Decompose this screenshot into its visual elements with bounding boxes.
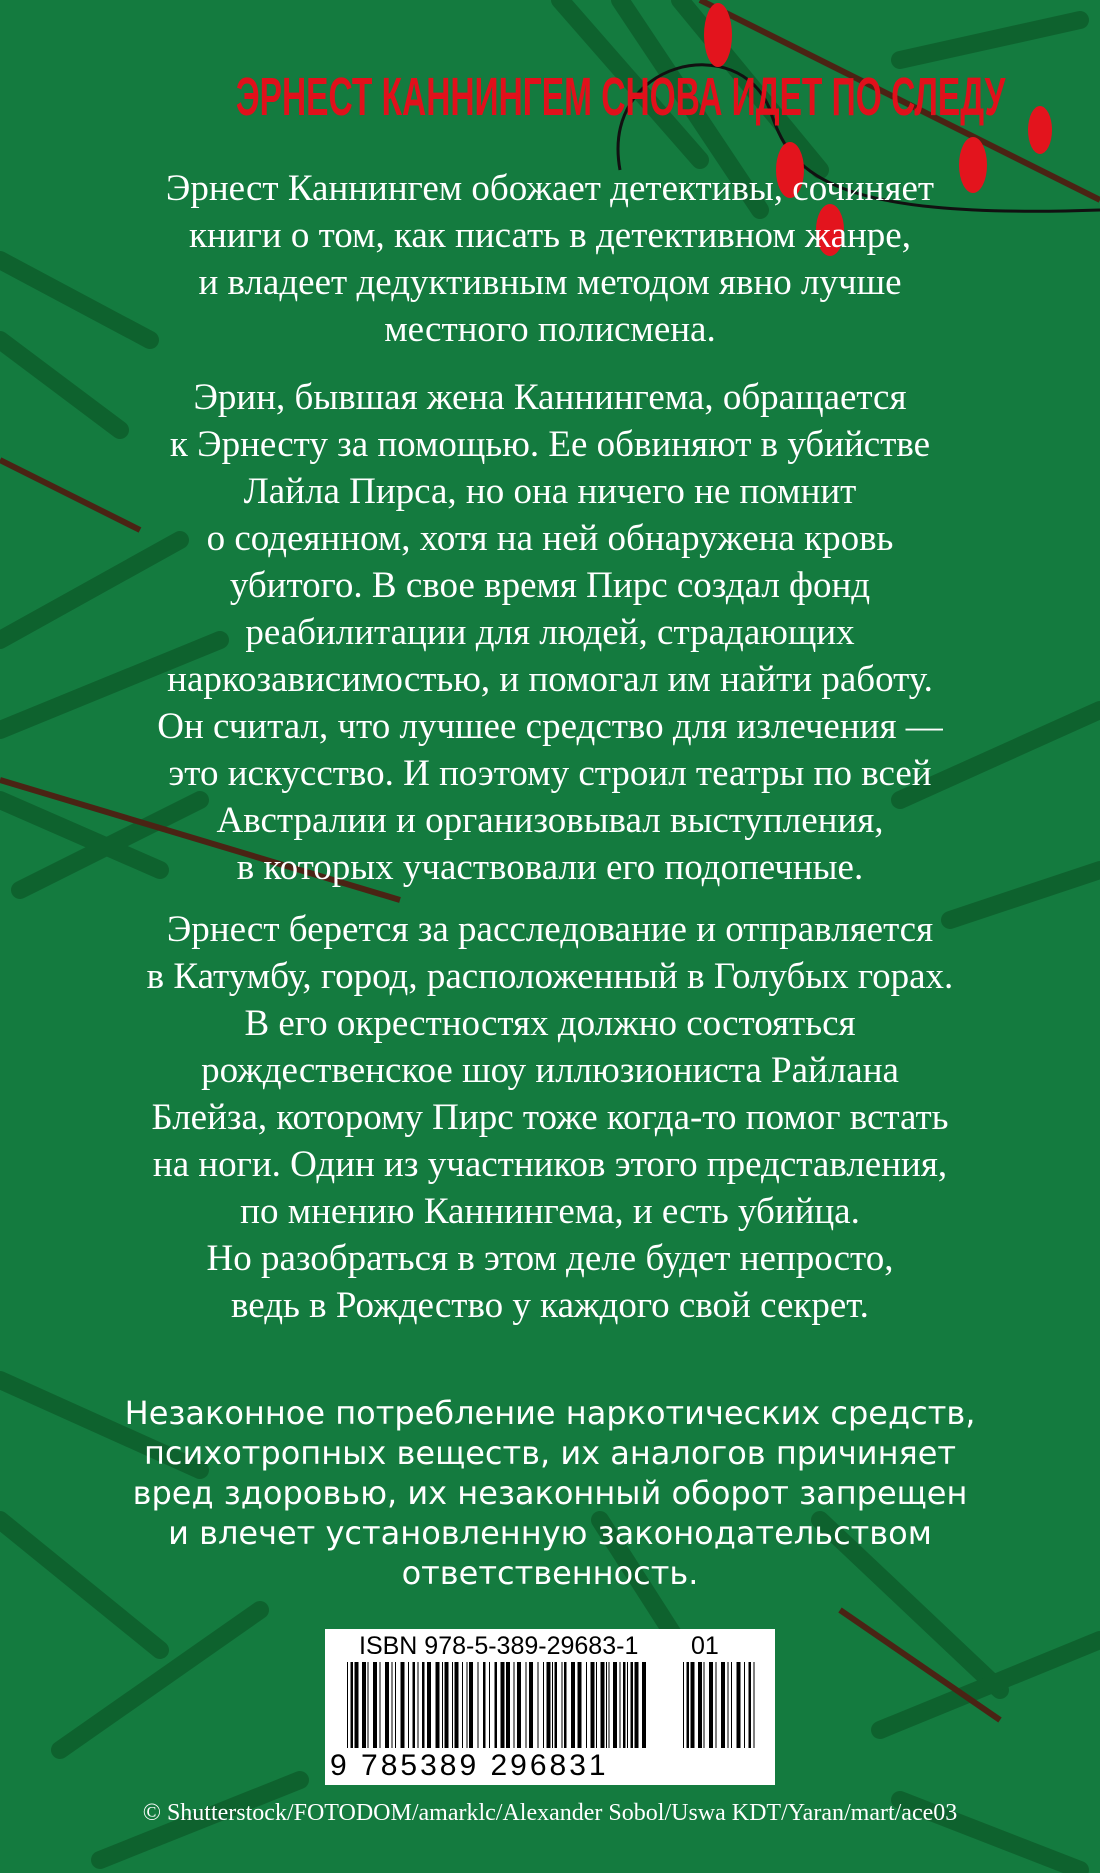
barcode-bar (721, 1662, 725, 1748)
barcode-bar (506, 1662, 510, 1748)
barcode-bar (355, 1662, 359, 1748)
barcode-bar (552, 1662, 553, 1748)
barcode-bar (401, 1662, 405, 1748)
barcode-bar (564, 1662, 567, 1748)
barcode-bar (413, 1662, 416, 1748)
barcode-bar (529, 1662, 533, 1748)
barcode-bar (455, 1662, 459, 1748)
barcode-bar (436, 1662, 440, 1748)
barcode-bar (606, 1662, 607, 1748)
warning-line: ответственность. (401, 1554, 699, 1592)
barcode-bar (347, 1662, 348, 1748)
barcode-bar (489, 1662, 490, 1748)
paragraph-3 (0, 906, 1100, 1329)
barcode-bar (392, 1662, 393, 1748)
barcode-bar (704, 1662, 705, 1748)
barcode-bar (445, 1662, 449, 1748)
barcode-bar (462, 1662, 463, 1748)
barcode-bar (691, 1662, 695, 1748)
image-credits: © Shutterstock/FOTODOM/amarklc/Alexander Sobol/Uswa KDT/Yaran/mart/ace03 (142, 1800, 958, 1826)
text-line: Эрнест Каннингем обожает детективы, сочиняет (165, 168, 935, 209)
text-line: Но разобраться в этом деле будет непросто, (206, 1238, 894, 1279)
paragraph-1 (0, 165, 1100, 353)
barcode-bar (547, 1662, 551, 1748)
isbn-barcode (325, 1629, 775, 1785)
text-line: Лайла Пирса, но она ничего не помнит (243, 471, 857, 512)
barcode-bar (591, 1662, 595, 1748)
barcode-bar (749, 1662, 752, 1748)
paragraph-2 (0, 374, 1100, 891)
text-line: Блейза, которому Пирс тоже когда-то помог встать (151, 1097, 949, 1138)
barcode-bar (687, 1662, 690, 1748)
text-line: убитого. В свое время Пирс создал фонд (229, 565, 871, 606)
barcode-bar (442, 1662, 443, 1748)
barcode-bar (380, 1662, 381, 1748)
barcode-bar (517, 1662, 521, 1748)
text-line: к Эрнесту за помощью. Ее обвиняют в убийстве (169, 424, 931, 465)
text-line: Эрнест берется за расследование и отправляется (166, 909, 934, 950)
text-line: Эрин, бывшая жена Каннингема, обращается (193, 377, 907, 418)
barcode-bar (728, 1662, 729, 1748)
barcode-bar (362, 1662, 366, 1748)
barcode-bar (716, 1662, 717, 1748)
text-line: на ноги. Один из участников этого представления, (152, 1144, 948, 1185)
barcode-bar (596, 1662, 597, 1748)
barcode-bar (613, 1662, 617, 1748)
barcode-bar (538, 1662, 539, 1748)
barcode-bar (555, 1662, 558, 1748)
barcode-bar (478, 1662, 479, 1748)
warning-line: и влечет установленную законодательством (168, 1514, 932, 1552)
barcode-bar (385, 1662, 389, 1748)
health-warning (0, 1393, 1100, 1593)
isbn-number: ISBN 978-5-389-29683-1 (359, 1632, 639, 1660)
text-line: книги о том, как писать в детективном жанре, (189, 215, 911, 256)
text-line: наркозависимостью, и помогал им найти работу. (167, 659, 933, 700)
text-line: в Катумбу, город, расположенный в Голубых горах. (146, 956, 954, 997)
barcode-bar (642, 1662, 646, 1748)
warning-line: психотропных веществ, их аналогов причиняет (143, 1434, 957, 1472)
barcode-bar (698, 1662, 702, 1748)
barcode-bar (368, 1662, 369, 1748)
warning-line: вред здоровью, их незаконный оборот запрещен (132, 1474, 968, 1512)
barcode-bar (601, 1662, 605, 1748)
barcode-bar (631, 1662, 634, 1748)
barcode-bar (526, 1662, 527, 1748)
text-line: по мнению Каннингема, и есть убийца. (240, 1191, 860, 1232)
barcode-bar (623, 1662, 626, 1748)
barcode-bar (709, 1662, 713, 1748)
barcode-bar (609, 1662, 610, 1748)
text-line: в которых участвовали его подопечные. (236, 847, 864, 888)
barcode-bar (683, 1662, 684, 1748)
barcode-bars (345, 1662, 765, 1748)
headline (0, 67, 1100, 127)
barcode-bar (495, 1662, 498, 1748)
barcode-bar (395, 1662, 396, 1748)
text-line: Австралии и организовывал выступления, (216, 800, 884, 841)
barcode-bar (452, 1662, 453, 1748)
headline-text: ЭРНЕСТ КАННИНГЕМ СНОВА ИДЕТ ПО СЛЕДУ (235, 67, 1006, 127)
barcode-bar (408, 1662, 409, 1748)
text-line: Он считал, что лучшее средство для излечения — (157, 706, 943, 747)
text-line: и владеет дедуктивным методом явно лучше (198, 262, 902, 303)
barcode-bar (351, 1662, 354, 1748)
barcode-bar (635, 1662, 639, 1748)
barcode-digits: 9 785389 296831 (330, 1749, 609, 1782)
barcode-addon: 01 (691, 1632, 719, 1660)
text-line: это искусство. И поэтому строил театры по всей (168, 753, 932, 794)
text-line: рождественское шоу иллюзиониста Райлана (201, 1050, 899, 1091)
barcode-bar (427, 1662, 431, 1748)
text-line: местного полисмена. (384, 309, 716, 350)
barcode-bar (418, 1662, 419, 1748)
barcode-bar (586, 1662, 587, 1748)
barcode-bar (514, 1662, 515, 1748)
barcode-bar (469, 1662, 473, 1748)
barcode-bar (731, 1662, 732, 1748)
barcode-bar (744, 1662, 745, 1748)
barcode-bar (422, 1662, 425, 1748)
text-line: ведь в Рождество у каждого свой секрет. (231, 1285, 869, 1326)
barcode-bar (754, 1662, 755, 1748)
text-line: о содеянном, хотя на ней обнаружена кровь (206, 518, 894, 559)
barcode-bar (620, 1662, 621, 1748)
barcode-bar (571, 1662, 575, 1748)
warning-line: Незаконное потребление наркотических средств, (124, 1394, 976, 1432)
barcode-bar (737, 1662, 741, 1748)
barcode-bar (627, 1662, 628, 1748)
barcode-bar (562, 1662, 563, 1748)
barcode-bar (483, 1662, 486, 1748)
barcode-bar (543, 1662, 544, 1748)
barcode-bar (373, 1662, 377, 1748)
barcode-bar (467, 1662, 468, 1748)
barcode-bar (578, 1662, 582, 1748)
text-line: реабилитации для людей, страдающих (245, 612, 855, 653)
barcode-bar (501, 1662, 505, 1748)
text-line: В его окрестностях должно состояться (244, 1003, 856, 1044)
